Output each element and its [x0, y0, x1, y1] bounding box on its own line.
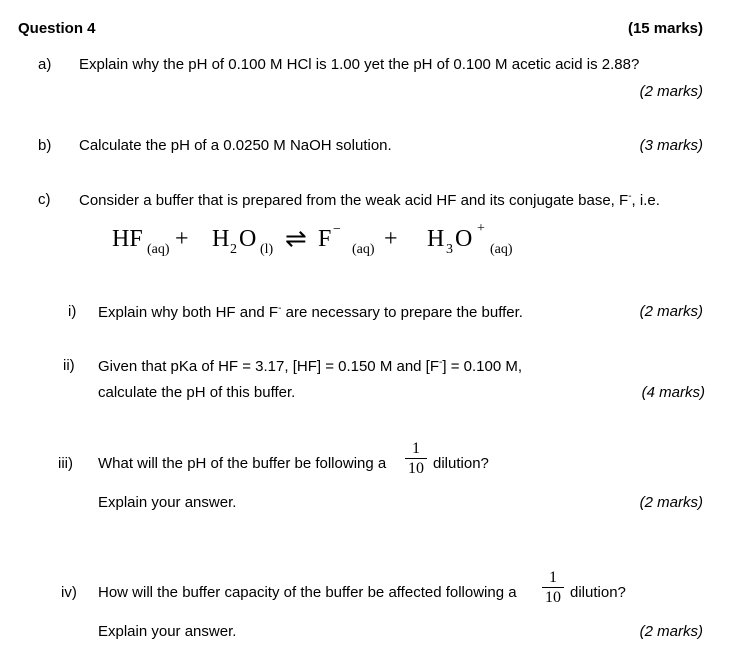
sub-iv-marks: (2 marks) [639, 623, 703, 640]
part-b-label: b) [38, 137, 52, 154]
part-b-text: Calculate the pH of a 0.0250 M NaOH solution. [79, 137, 392, 154]
part-a-text: Explain why the pH of 0.100 M HCl is 1.00 yet the pH of 0.100 M acetic acid is 2.88? [79, 56, 640, 73]
sub-ii-label: ii) [63, 357, 75, 374]
sub-ii-line2: calculate the pH of this buffer. [98, 384, 296, 401]
sub-iii-text-after: dilution? [433, 455, 489, 472]
equilibrium-arrow: ⇌ [285, 224, 307, 253]
sub-ii-marks: (4 marks) [641, 384, 705, 401]
question-total-marks: (15 marks) [627, 20, 703, 37]
question-title: Question 4 [18, 20, 96, 37]
sub-iv-text-after: dilution? [570, 584, 626, 601]
sub-iii-text-before: What will the pH of the buffer be following a [98, 455, 387, 472]
sub-i-marks: (2 marks) [639, 303, 703, 320]
fraction-one-tenth: 1 10 [542, 569, 564, 606]
fraction-one-tenth: 1 10 [405, 440, 427, 477]
sub-iii-line2: Explain your answer. [98, 494, 237, 511]
part-c-label: c) [38, 191, 51, 208]
sub-iv-text-before: How will the buffer capacity of the buffer be affected following a [98, 584, 517, 601]
part-a-label: a) [38, 56, 52, 73]
part-a-marks: (2 marks) [639, 83, 703, 100]
sub-iv-line2: Explain your answer. [98, 623, 237, 640]
sub-ii-line1: Given that pKa of HF = 3.17, [HF] = 0.150 M and [F-] = 0.100 M, [98, 357, 522, 375]
sub-iv-label: iv) [61, 584, 77, 601]
sub-iii-marks: (2 marks) [639, 494, 703, 511]
sub-i-text: Explain why both HF and F- are necessary to prepare the buffer. [98, 303, 523, 321]
sub-iii-label: iii) [58, 455, 73, 472]
sub-i-label: i) [68, 303, 77, 320]
part-b-marks: (3 marks) [639, 137, 703, 154]
part-c-intro: Consider a buffer that is prepared from the weak acid HF and its conjugate base, F-, i.e. [79, 191, 660, 209]
